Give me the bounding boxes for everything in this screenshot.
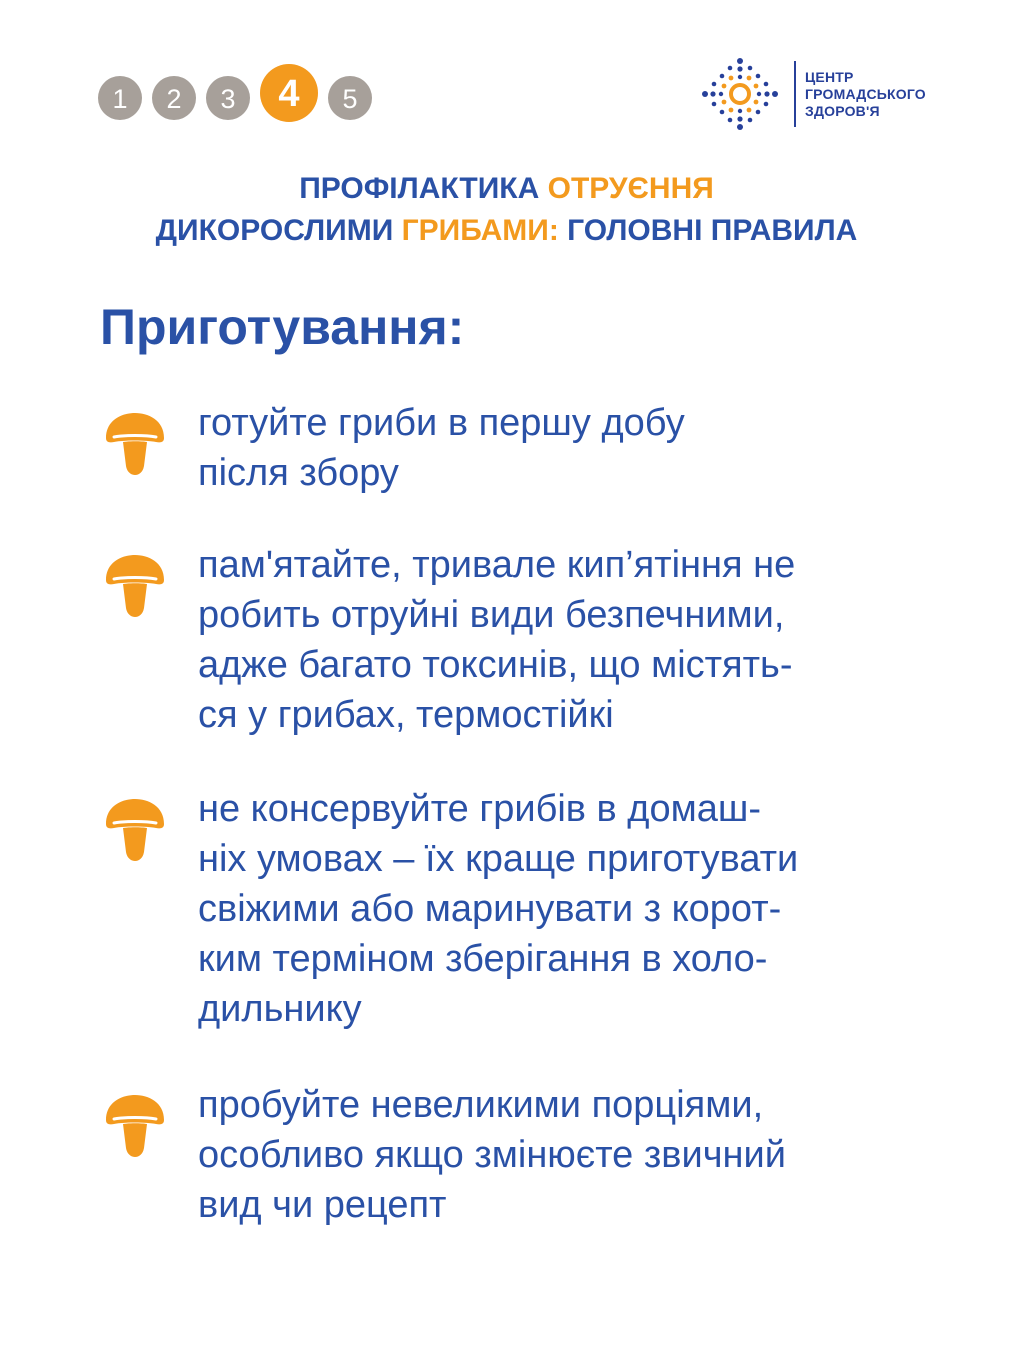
section-title: Приготування: <box>100 299 465 355</box>
mushroom-icon <box>104 798 166 862</box>
headline-line-1 <box>0 168 1013 210</box>
logo-line-2: ГРОМАДСЬКОГО <box>805 85 926 102</box>
mushroom-icon <box>104 412 166 476</box>
logo-emblem-icon <box>700 56 780 132</box>
page-indicator-1[interactable]: 1 <box>98 76 142 120</box>
mushroom-icon <box>104 1094 166 1158</box>
item-text: пам'ятайте, тривале кип’ятіння не робить отруйні види безпечними, адже багато токсинів, що містять- ся у грибах, термостійкі <box>198 544 796 736</box>
item-text: пробуйте невеликими порціями, особливо якщо змінюєте звичний вид чи рецепт <box>198 1084 786 1226</box>
headline-accent: ОТРУЄННЯ <box>547 172 714 205</box>
page-indicator-4-current[interactable]: 4 <box>260 64 318 122</box>
item-text: не консервуйте грибів в домаш- ніх умовах – їх краще приготувати свіжими або маринувати з корот- ким терміном зберігання в холо- дильнику <box>198 788 799 1030</box>
logo-text <box>805 69 926 120</box>
headline-part: ГОЛОВНІ ПРАВИЛА <box>558 214 858 247</box>
headline-accent: ГРИБАМИ: <box>401 214 559 247</box>
pager <box>98 68 382 128</box>
headline-part: ПРОФІЛАКТИКА <box>299 172 548 205</box>
logo-divider <box>794 61 796 127</box>
logo-line-3: ЗДОРОВ'Я <box>805 102 880 119</box>
headline-part: ДИКОРОСЛИМИ <box>155 214 402 247</box>
logo-line-1: ЦЕНТР <box>805 68 854 85</box>
mushroom-icon <box>104 554 166 618</box>
page-indicator-3[interactable]: 3 <box>206 76 250 120</box>
headline-line-2 <box>0 210 1013 252</box>
item-text: готуйте гриби в першу добу після збору <box>198 402 685 494</box>
page-indicator-5[interactable]: 5 <box>328 76 372 120</box>
organization-logo <box>700 56 926 132</box>
headline <box>0 168 1013 252</box>
page-indicator-2[interactable]: 2 <box>152 76 196 120</box>
